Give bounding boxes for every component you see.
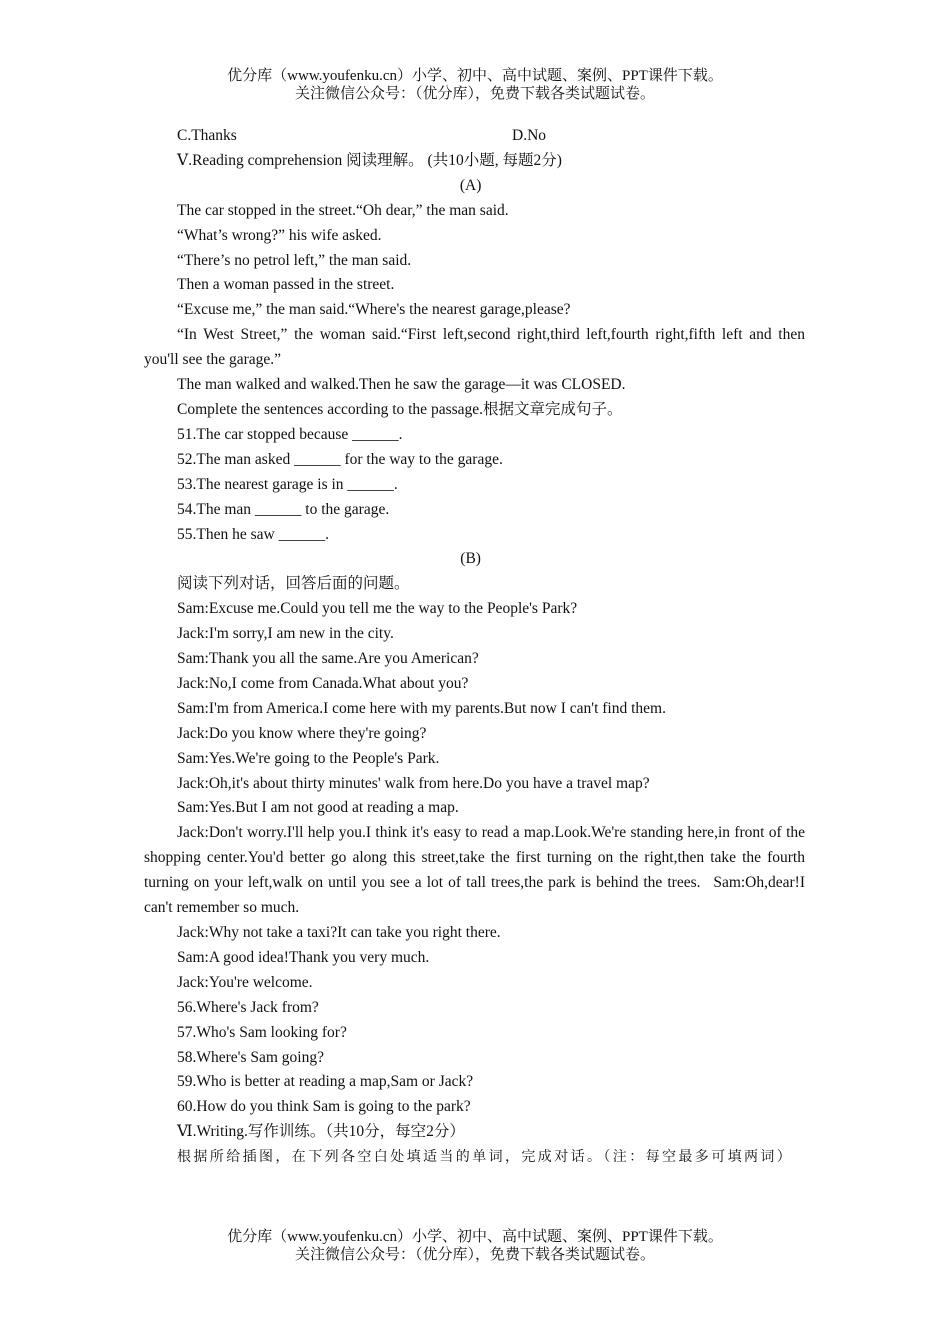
dialogue-line: Sam:Yes.But I am not good at reading a map. [177,799,467,817]
section-6-title: Ⅵ.Writing.写作训练。（共10分，每空2分） [177,1123,465,1141]
dialogue-line: Sam:Thank you all the same.Are you American? [177,650,487,668]
question-57: 57.Who's Sam looking for? [177,1023,355,1041]
option-d: D.No [512,127,554,144]
section-6-instruction: 根据所给插图，在下列各空白处填适当的单词，完成对话。（注：每空最多可填两词） [177,1149,794,1166]
passage-b-label: (B) [460,550,489,568]
dialogue-line: Jack:I'm sorry,I am new in the city. [177,625,402,643]
dialogue-line: Jack:You're welcome. [177,973,321,991]
page-footer [0,1228,950,1264]
dialogue-line: Jack:Why not take a taxi?It can take you right there. [177,924,509,941]
question-58: 58.Where's Sam going? [177,1048,332,1066]
dialogue-line: Sam:I'm from America.I come here with my parents.But now I can't find them. [177,699,674,717]
passage-a-line: “What’s wrong?” his wife asked. [177,226,390,244]
passage-a-line: “Excuse me,” the man said.“Where's the nearest garage,please? [177,301,579,319]
question-54: 54.The man ______ to the garage. [177,500,397,518]
question-51: 51.The car stopped because ______. [177,425,411,443]
footer-line-1: 优分库（www.youfenku.cn）小学、初中、高中试题、案例、PPT课件下载。 [227,1229,723,1245]
passage-a-line: The car stopped in the street.“Oh dear,” the man said. [177,201,517,219]
passage-a-instruction: Complete the sentences according to the passage.根据文章完成句子。 [177,400,623,418]
passage-a-line: The man walked and walked.Then he saw the garage—it was CLOSED. [177,376,634,394]
header-line-1: 优分库（www.youfenku.cn）小学、初中、高中试题、案例、PPT课件下载。 [227,68,723,84]
question-60: 60.How do you think Sam is going to the park? [177,1098,479,1116]
dialogue-line: Sam:Excuse me.Could you tell me the way to the People's Park? [177,600,585,618]
dialogue-line: Jack:No,I come from Canada.What about you? [177,674,477,692]
passage-a-label: (A) [459,176,490,194]
passage-a-line: “In West Street,” the woman said.“First left,second right,third left,fourth right,fifth left and then you'll see the garage.” [144,326,805,369]
dialogue-long-turn: Jack:Don't worry.I'll help you.I think it's easy to read a map.Look.We're standing here,in front of the shopping center.You'd better go along this street,take the first turning on the right,then take the fourth turning on your left,walk on until you see a lot of tall trees,the park is behind the trees. Sam:Oh,dear!I can't remember so much. [144,824,805,917]
dialogue-line: Sam:A good idea!Thank you very much. [177,948,438,966]
dialogue-line: Sam:Yes.We're going to the People's Park. [177,749,448,767]
question-56: 56.Where's Jack from? [177,998,327,1016]
passage-a-line: Then a woman passed in the street. [177,276,403,294]
section-5-title: Ⅴ.Reading comprehension 阅读理解。 (共10小题, 每题2分) [177,151,570,169]
passage-a-line: “There’s no petrol left,” the man said. [177,251,419,269]
question-52: 52.The man asked ______ for the way to the garage. [177,450,511,468]
dialogue-line: Jack:Do you know where they're going? [177,724,435,742]
page-header [0,67,950,103]
header-line-2: 关注微信公众号：（优分库），免费下载各类试题试卷。 [294,86,655,102]
question-59: 59.Who is better at reading a map,Sam or Jack? [177,1073,481,1091]
option-c: C.Thanks [177,127,237,144]
answer-options-row [144,124,805,149]
dialogue-line: Jack:Oh,it's about thirty minutes' walk from here.Do you have a travel map? [177,774,658,792]
passage-b-intro: 阅读下列对话，回答后面的问题。 [177,575,410,593]
question-53: 53.The nearest garage is in ______. [177,475,406,493]
footer-line-2: 关注微信公众号：（优分库），免费下载各类试题试卷。 [294,1247,655,1263]
question-55: 55.Then he saw ______. [177,525,329,543]
document-body [144,124,805,1170]
